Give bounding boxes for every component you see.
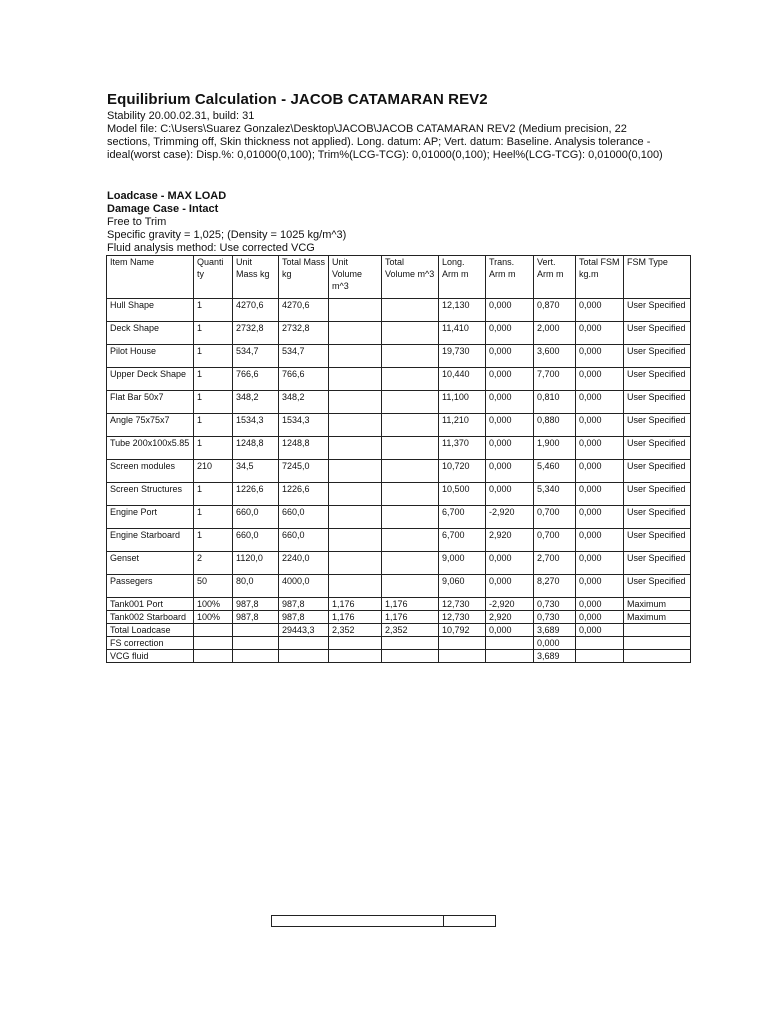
item-name-cell: Screen modules xyxy=(107,460,194,483)
table-cell xyxy=(279,637,329,650)
item-name-cell: Tank001 Port xyxy=(107,598,194,611)
table-cell: 987,8 xyxy=(233,611,279,624)
table-cell: 12,130 xyxy=(439,299,486,322)
table-cell: 766,6 xyxy=(233,368,279,391)
table-cell xyxy=(382,460,439,483)
table-cell: 6,700 xyxy=(439,529,486,552)
table-cell: 0,810 xyxy=(534,391,576,414)
table-cell: 11,370 xyxy=(439,437,486,460)
table-cell: 6,700 xyxy=(439,506,486,529)
item-name-cell: Total Loadcase xyxy=(107,624,194,637)
table-cell: 348,2 xyxy=(233,391,279,414)
table-cell: 100% xyxy=(194,611,233,624)
col-header-quantity: Quanti ty xyxy=(194,256,233,299)
table-cell: 0,000 xyxy=(576,368,624,391)
table-cell xyxy=(329,391,382,414)
table-cell: 1 xyxy=(194,322,233,345)
table-cell: 0,730 xyxy=(534,611,576,624)
table-cell: 0,000 xyxy=(576,506,624,529)
item-row xyxy=(107,575,691,598)
item-name-cell: Genset xyxy=(107,552,194,575)
summary-row xyxy=(107,637,691,650)
table-cell: 987,8 xyxy=(233,598,279,611)
table-cell: 0,000 xyxy=(486,460,534,483)
model-file-info: Model file: C:\Users\Suarez Gonzalez\Desktop\JACOB\JACOB CATAMARAN REV2 (Medium precision, 22 sections, Trimming off, Skin thickness not applied). Long. datum: AP; Vert. datum: Baseline. Analysis tolerance - ideal(worst case): Disp.%: 0,01000(0,100); Trim%(LCG-TCG): 0,01000(0,100); Heel%(LCG-TCG): 0,01000(0,100) xyxy=(107,123,663,161)
table-cell: 2,000 xyxy=(534,322,576,345)
table-cell: 3,600 xyxy=(534,345,576,368)
table-cell: 1 xyxy=(194,506,233,529)
table-cell: 1 xyxy=(194,414,233,437)
table-cell: 2,352 xyxy=(329,624,382,637)
table-cell: 0,000 xyxy=(534,637,576,650)
table-cell: 210 xyxy=(194,460,233,483)
table-cell: 0,000 xyxy=(576,345,624,368)
item-name-cell: Tube 200x100x5.85 xyxy=(107,437,194,460)
table-cell xyxy=(439,650,486,663)
table-cell: 0,000 xyxy=(576,437,624,460)
table-cell: 1120,0 xyxy=(233,552,279,575)
table-cell xyxy=(194,624,233,637)
table-cell xyxy=(576,650,624,663)
item-name-cell: Hull Shape xyxy=(107,299,194,322)
table-cell xyxy=(439,637,486,650)
table-cell xyxy=(329,322,382,345)
table-cell: 2,920 xyxy=(486,529,534,552)
table-cell: User Specified xyxy=(624,575,691,598)
table-cell: 0,000 xyxy=(486,624,534,637)
item-row xyxy=(107,437,691,460)
table-cell: 4000,0 xyxy=(279,575,329,598)
table-cell: 12,730 xyxy=(439,611,486,624)
table-cell: User Specified xyxy=(624,552,691,575)
col-header-unit-mass: Unit Mass kg xyxy=(233,256,279,299)
table-cell xyxy=(279,650,329,663)
table-cell: 11,100 xyxy=(439,391,486,414)
table-cell: User Specified xyxy=(624,322,691,345)
table-cell: 9,000 xyxy=(439,552,486,575)
table-cell: 50 xyxy=(194,575,233,598)
table-cell xyxy=(329,506,382,529)
damage-case-label: Damage Case - Intact xyxy=(107,203,219,215)
trim-mode: Free to Trim xyxy=(107,216,167,228)
table-cell: 0,700 xyxy=(534,506,576,529)
loadcase-table xyxy=(106,255,691,663)
table-cell: 0,000 xyxy=(576,322,624,345)
item-name-cell: Upper Deck Shape xyxy=(107,368,194,391)
col-header-trans-arm: Trans. Arm m xyxy=(486,256,534,299)
table-cell: 9,060 xyxy=(439,575,486,598)
table-cell: 0,000 xyxy=(576,391,624,414)
table-cell xyxy=(382,391,439,414)
item-name-cell: Angle 75x75x7 xyxy=(107,414,194,437)
table-cell: 1,176 xyxy=(329,611,382,624)
table-cell: User Specified xyxy=(624,506,691,529)
table-cell xyxy=(382,506,439,529)
item-row xyxy=(107,552,691,575)
calculation-metadata xyxy=(107,110,667,162)
table-cell: 4270,6 xyxy=(233,299,279,322)
summary-row xyxy=(107,624,691,637)
table-cell xyxy=(624,637,691,650)
table-cell: 1226,6 xyxy=(279,483,329,506)
table-cell: 0,000 xyxy=(576,552,624,575)
table-cell: 0,000 xyxy=(486,483,534,506)
table-cell xyxy=(194,650,233,663)
table-cell: 10,720 xyxy=(439,460,486,483)
loadcase-info xyxy=(107,190,667,255)
table-cell: 10,500 xyxy=(439,483,486,506)
software-version: Stability 20.00.02.31, build: 31 xyxy=(107,110,255,122)
table-cell: 1,176 xyxy=(329,598,382,611)
table-cell xyxy=(382,529,439,552)
table-cell: 0,000 xyxy=(486,437,534,460)
table-cell: 1,900 xyxy=(534,437,576,460)
col-header-vert-arm: Vert. Arm m xyxy=(534,256,576,299)
table-cell: 660,0 xyxy=(233,506,279,529)
table-header-row xyxy=(107,256,691,299)
table-cell: 0,000 xyxy=(486,414,534,437)
table-cell xyxy=(329,437,382,460)
col-header-long-arm: Long. Arm m xyxy=(439,256,486,299)
table-cell: 80,0 xyxy=(233,575,279,598)
item-name-cell: Pilot House xyxy=(107,345,194,368)
table-cell: 0,000 xyxy=(576,624,624,637)
table-cell: 987,8 xyxy=(279,611,329,624)
table-cell: User Specified xyxy=(624,345,691,368)
table-cell: 660,0 xyxy=(279,506,329,529)
table-cell: 0,000 xyxy=(576,299,624,322)
table-cell xyxy=(382,299,439,322)
table-cell xyxy=(624,650,691,663)
loadcase-label: Loadcase - MAX LOAD xyxy=(107,190,227,202)
item-name-cell: Engine Port xyxy=(107,506,194,529)
table-cell: 0,000 xyxy=(486,345,534,368)
fluid-analysis-method: Fluid analysis method: Use corrected VCG xyxy=(107,242,315,254)
table-cell: 0,870 xyxy=(534,299,576,322)
specific-gravity: Specific gravity = 1,025; (Density = 1025 kg/m^3) xyxy=(107,229,347,241)
table-cell: 2,352 xyxy=(382,624,439,637)
table-cell: 100% xyxy=(194,598,233,611)
table-cell: 0,000 xyxy=(486,368,534,391)
table-cell: 11,210 xyxy=(439,414,486,437)
col-header-item-name: Item Name xyxy=(107,256,194,299)
table-cell: 1 xyxy=(194,483,233,506)
table-cell xyxy=(382,575,439,598)
table-cell: 0,000 xyxy=(486,391,534,414)
table-cell: 0,000 xyxy=(576,414,624,437)
item-name-cell: VCG fluid xyxy=(107,650,194,663)
table-cell xyxy=(382,322,439,345)
table-cell: 0,000 xyxy=(486,322,534,345)
table-cell: 12,730 xyxy=(439,598,486,611)
table-cell: 660,0 xyxy=(279,529,329,552)
table-cell: 0,000 xyxy=(576,529,624,552)
item-row xyxy=(107,345,691,368)
table-cell xyxy=(486,637,534,650)
table-cell: 1,176 xyxy=(382,611,439,624)
table-cell xyxy=(329,552,382,575)
table-cell xyxy=(329,575,382,598)
table-cell: 34,5 xyxy=(233,460,279,483)
table-cell xyxy=(329,460,382,483)
table-cell: 1534,3 xyxy=(233,414,279,437)
item-row xyxy=(107,460,691,483)
table-cell: 29443,3 xyxy=(279,624,329,637)
table-cell: User Specified xyxy=(624,414,691,437)
table-cell: 987,8 xyxy=(279,598,329,611)
col-header-total-mass: Total Mass kg xyxy=(279,256,329,299)
table-cell xyxy=(329,650,382,663)
table-cell: 0,880 xyxy=(534,414,576,437)
table-cell xyxy=(382,552,439,575)
tank-row xyxy=(107,611,691,624)
item-row xyxy=(107,529,691,552)
table-cell xyxy=(233,637,279,650)
table-cell xyxy=(382,650,439,663)
item-row xyxy=(107,299,691,322)
item-row xyxy=(107,506,691,529)
table-cell: 534,7 xyxy=(279,345,329,368)
page-footer-box xyxy=(271,915,496,927)
table-cell: 1,176 xyxy=(382,598,439,611)
table-cell: 1248,8 xyxy=(279,437,329,460)
item-name-cell: Engine Starboard xyxy=(107,529,194,552)
table-cell: 1 xyxy=(194,345,233,368)
table-cell: 3,689 xyxy=(534,624,576,637)
table-cell: 7,700 xyxy=(534,368,576,391)
table-cell: 2,700 xyxy=(534,552,576,575)
summary-row xyxy=(107,650,691,663)
table-cell xyxy=(329,483,382,506)
tank-row xyxy=(107,598,691,611)
table-cell: 2 xyxy=(194,552,233,575)
table-cell: 4270,6 xyxy=(279,299,329,322)
table-cell: User Specified xyxy=(624,529,691,552)
document-title: Equilibrium Calculation - JACOB CATAMARAN REV2 xyxy=(107,91,488,108)
footer-divider xyxy=(443,916,444,926)
table-cell: 3,689 xyxy=(534,650,576,663)
table-cell: User Specified xyxy=(624,299,691,322)
table-cell: 1 xyxy=(194,437,233,460)
item-name-cell: Deck Shape xyxy=(107,322,194,345)
item-row xyxy=(107,414,691,437)
table-cell: 19,730 xyxy=(439,345,486,368)
table-cell xyxy=(329,414,382,437)
col-header-total-volume: Total Volume m^3 xyxy=(382,256,439,299)
item-row xyxy=(107,368,691,391)
table-cell xyxy=(486,650,534,663)
table-cell: 2732,8 xyxy=(279,322,329,345)
table-cell xyxy=(233,650,279,663)
table-cell xyxy=(382,414,439,437)
table-cell: Maximum xyxy=(624,611,691,624)
table-cell: 1 xyxy=(194,368,233,391)
table-cell xyxy=(382,437,439,460)
table-cell xyxy=(329,529,382,552)
table-cell: -2,920 xyxy=(486,506,534,529)
table-cell: 1 xyxy=(194,391,233,414)
table-cell xyxy=(382,483,439,506)
table-cell xyxy=(329,345,382,368)
table-cell: 5,340 xyxy=(534,483,576,506)
item-name-cell: Passegers xyxy=(107,575,194,598)
table-cell: Maximum xyxy=(624,598,691,611)
item-row xyxy=(107,391,691,414)
col-header-fsm-type: FSM Type xyxy=(624,256,691,299)
item-name-cell: Flat Bar 50x7 xyxy=(107,391,194,414)
table-cell: 10,792 xyxy=(439,624,486,637)
table-cell: 0,000 xyxy=(486,299,534,322)
table-cell: 5,460 xyxy=(534,460,576,483)
item-row xyxy=(107,322,691,345)
table-cell: 766,6 xyxy=(279,368,329,391)
table-cell xyxy=(382,637,439,650)
table-cell xyxy=(576,637,624,650)
table-cell: 11,410 xyxy=(439,322,486,345)
table-cell: User Specified xyxy=(624,368,691,391)
table-cell: 7245,0 xyxy=(279,460,329,483)
table-cell: 0,000 xyxy=(576,611,624,624)
table-cell: 0,000 xyxy=(486,552,534,575)
table-cell xyxy=(382,345,439,368)
table-cell: User Specified xyxy=(624,391,691,414)
table-cell: 10,440 xyxy=(439,368,486,391)
table-cell: -2,920 xyxy=(486,598,534,611)
table-cell: 0,700 xyxy=(534,529,576,552)
table-cell: 0,000 xyxy=(576,598,624,611)
table-cell: 2732,8 xyxy=(233,322,279,345)
table-cell: 0,000 xyxy=(576,575,624,598)
table-cell xyxy=(329,299,382,322)
item-name-cell: Tank002 Starboard xyxy=(107,611,194,624)
table-cell: 1534,3 xyxy=(279,414,329,437)
table-cell: 0,730 xyxy=(534,598,576,611)
table-cell: 2240,0 xyxy=(279,552,329,575)
table-cell: 0,000 xyxy=(576,460,624,483)
table-cell: 348,2 xyxy=(279,391,329,414)
table-cell: 0,000 xyxy=(486,575,534,598)
col-header-unit-volume: Unit Volume m^3 xyxy=(329,256,382,299)
table-cell xyxy=(194,637,233,650)
table-cell: 2,920 xyxy=(486,611,534,624)
table-cell: User Specified xyxy=(624,483,691,506)
table-cell xyxy=(382,368,439,391)
table-cell xyxy=(329,368,382,391)
item-row xyxy=(107,483,691,506)
table-cell: User Specified xyxy=(624,460,691,483)
table-cell: 8,270 xyxy=(534,575,576,598)
table-cell: 660,0 xyxy=(233,529,279,552)
table-cell: 1 xyxy=(194,299,233,322)
table-cell xyxy=(233,624,279,637)
table-cell: 534,7 xyxy=(233,345,279,368)
table-cell: 0,000 xyxy=(576,483,624,506)
table-cell: User Specified xyxy=(624,437,691,460)
table-cell: 1 xyxy=(194,529,233,552)
item-name-cell: Screen Structures xyxy=(107,483,194,506)
table-cell: 1226,6 xyxy=(233,483,279,506)
table-cell: 1248,8 xyxy=(233,437,279,460)
table-cell xyxy=(329,637,382,650)
item-name-cell: FS correction xyxy=(107,637,194,650)
col-header-total-fsm: Total FSM kg.m xyxy=(576,256,624,299)
table-cell xyxy=(624,624,691,637)
